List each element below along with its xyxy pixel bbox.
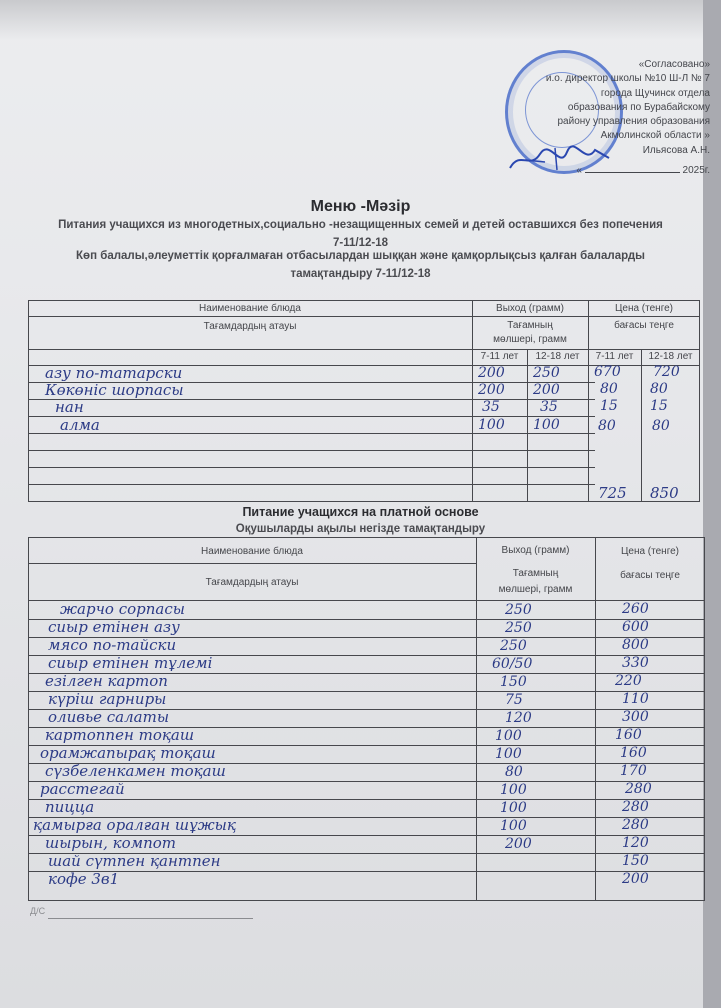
table-row-price: 160	[615, 727, 642, 743]
table-row-dish: орамжапырақ тоқаш	[40, 744, 216, 762]
table-row-yield: 120	[505, 710, 532, 726]
table-row-dish: Көкөніс шорпасы	[45, 381, 184, 399]
table-row-yield-1: 100	[478, 417, 505, 433]
table-row-yield: 250	[500, 638, 527, 654]
total-price-2: 850	[650, 484, 679, 502]
table-row-price: 300	[622, 709, 649, 725]
table-row-price-2: 15	[650, 398, 668, 414]
table-row-yield: 100	[500, 800, 527, 816]
table-row-dish: күріш гарниры	[48, 690, 167, 708]
table-row-dish: азу по-татарски	[45, 364, 183, 382]
table-row-yield: 250	[505, 620, 532, 636]
table-row-yield: 80	[505, 764, 523, 780]
menu-title: Меню -Мәзір	[310, 198, 411, 215]
table-row-price-2: 80	[652, 418, 670, 434]
header-age-7-11-yield: 7-11 лет	[480, 351, 519, 362]
date-year: 2025г.	[682, 165, 710, 177]
table-row-yield: 100	[495, 746, 522, 762]
footer-label: Д/С	[30, 906, 46, 916]
table-row-yield: 75	[505, 692, 523, 708]
table-row-yield-2: 35	[540, 399, 558, 415]
table-row-dish: мясо по-тайски	[48, 636, 177, 654]
header-price-ru: Цена (тенге)	[620, 546, 680, 557]
approval-line: Ильясова А.Н.	[642, 144, 710, 156]
approval-line: «Согласовано»	[638, 59, 710, 70]
table-row-yield: 200	[505, 836, 532, 852]
table-row-dish: алма	[60, 416, 100, 434]
top-shadow	[0, 0, 721, 40]
approval-line: и.о. директор школы №10 Ш-Л № 7	[545, 73, 710, 85]
footer-signature-line	[48, 918, 253, 919]
kz-subtitle: Көп балалы,әлеуметтік қорғалмаған отбасылардан шыққан және қамқорлықсыз қалған балаларды	[76, 250, 645, 262]
table-row-price: 280	[625, 781, 652, 797]
table-row-dish: сүзбеленкамен тоқаш	[45, 762, 226, 780]
table-row-price: 260	[622, 601, 649, 617]
approval-line: району управления образования	[557, 116, 710, 128]
header-yield-kz-2: мөлшері, грамм	[493, 334, 567, 345]
table-row-price: 150	[622, 853, 649, 869]
header-yield-ru: Выход (грамм)	[496, 303, 564, 314]
date-quote: «	[576, 165, 582, 177]
table-row-yield-1: 35	[482, 399, 500, 415]
table-row-price-1: 80	[598, 418, 616, 434]
table-row-price: 110	[622, 691, 649, 707]
paid-title-kz: Оқушыларды ақылы негізде тамақтандыру	[235, 523, 486, 535]
table-row-dish: сиыр етінен азу	[48, 618, 180, 636]
table-row-yield-2: 200	[533, 382, 560, 398]
table-row-price: 330	[622, 655, 649, 671]
table-row-price: 220	[615, 673, 642, 689]
table-row-yield-2: 100	[533, 417, 560, 433]
table-row-dish: оливье салаты	[48, 708, 170, 726]
approval-line: образования по Бурабайскому	[567, 101, 710, 113]
table-row-dish: пицца	[45, 798, 95, 816]
table-row-yield: 100	[500, 818, 527, 834]
table-row-dish: кофе 3в1	[48, 870, 120, 888]
table-row-yield-1: 200	[478, 382, 505, 398]
table-row-yield: 100	[500, 782, 527, 798]
table-row-dish: расстегай	[40, 780, 125, 798]
header-price-kz: бағасы теңге	[614, 320, 674, 331]
table-row-dish: шырын, компот	[45, 834, 177, 852]
table-row-price: 280	[622, 799, 649, 815]
table-row-yield: 250	[505, 602, 532, 618]
table-row-price: 280	[622, 817, 649, 833]
header-age-12-18-yield: 12-18 лет	[535, 351, 580, 362]
total-price-1: 725	[598, 484, 627, 502]
kz-subtitle-line2: тамақтандыру 7-11/12-18	[290, 268, 431, 280]
table-row-price: 120	[622, 835, 649, 851]
header-dish-kz: Тағамдардың атауы	[205, 577, 299, 588]
table-row-yield-2: 250	[533, 365, 560, 381]
table-row-dish: қамырға оралған шұжық	[33, 816, 236, 834]
table-row-price: 600	[622, 619, 649, 635]
paid-title-ru: Питание учащихся на платной основе	[242, 505, 479, 519]
table-row-dish: нан	[55, 398, 84, 416]
table-row-dish: сиыр етінен тұлемі	[48, 654, 213, 672]
table-row-yield: 60/50	[492, 656, 533, 672]
approval-line: Акмолинской области »	[600, 130, 710, 142]
table-row-price: 200	[622, 871, 649, 887]
table-row-price: 800	[622, 637, 649, 653]
header-dish-ru: Наименование блюда	[199, 303, 301, 314]
table-row-dish: жарчо сорпасы	[60, 600, 185, 618]
header-price-kz: бағасы теңге	[620, 570, 680, 581]
table-row-price-1: 80	[600, 381, 618, 397]
header-dish-ru: Наименование блюда	[201, 546, 303, 557]
ru-dates: 7-11/12-18	[333, 237, 388, 249]
table-row-dish: езілген картоп	[45, 672, 168, 690]
header-price-ru: Цена (тенге)	[614, 303, 674, 314]
header-yield-ru: Выход (грамм)	[501, 545, 570, 556]
table-row-price: 160	[620, 745, 647, 761]
header-yield-kz-1: Тағамның	[512, 568, 559, 579]
table-row-price-2: 720	[653, 364, 680, 380]
table-row-price-2: 80	[650, 381, 668, 397]
table-row-yield: 100	[495, 728, 522, 744]
table-row-price-1: 15	[600, 398, 618, 414]
table-row-dish: шай сүтпен қантпен	[48, 852, 221, 870]
approval-line: города Щучинск отдела	[600, 87, 710, 99]
table-row-price: 170	[620, 763, 647, 779]
table-row-yield: 150	[500, 674, 527, 690]
signature-icon	[505, 140, 615, 176]
header-age-12-18-price: 12-18 лет	[648, 351, 693, 362]
header-age-7-11-price: 7-11 лет	[595, 351, 634, 362]
table-row-yield-1: 200	[478, 365, 505, 381]
table-row-price-1: 670	[594, 364, 621, 380]
header-dish-kz: Тағамдардың атауы	[203, 321, 297, 332]
ru-subtitle: Питания учащихся из многодетных,социально -незащищенных семей и детей оставшихся без попечения	[58, 219, 663, 231]
header-yield-kz-2: мөлшері, грамм	[498, 584, 573, 595]
table-row-dish: картоппен тоқаш	[45, 726, 195, 744]
header-yield-kz-1: Тағамның	[507, 320, 553, 331]
